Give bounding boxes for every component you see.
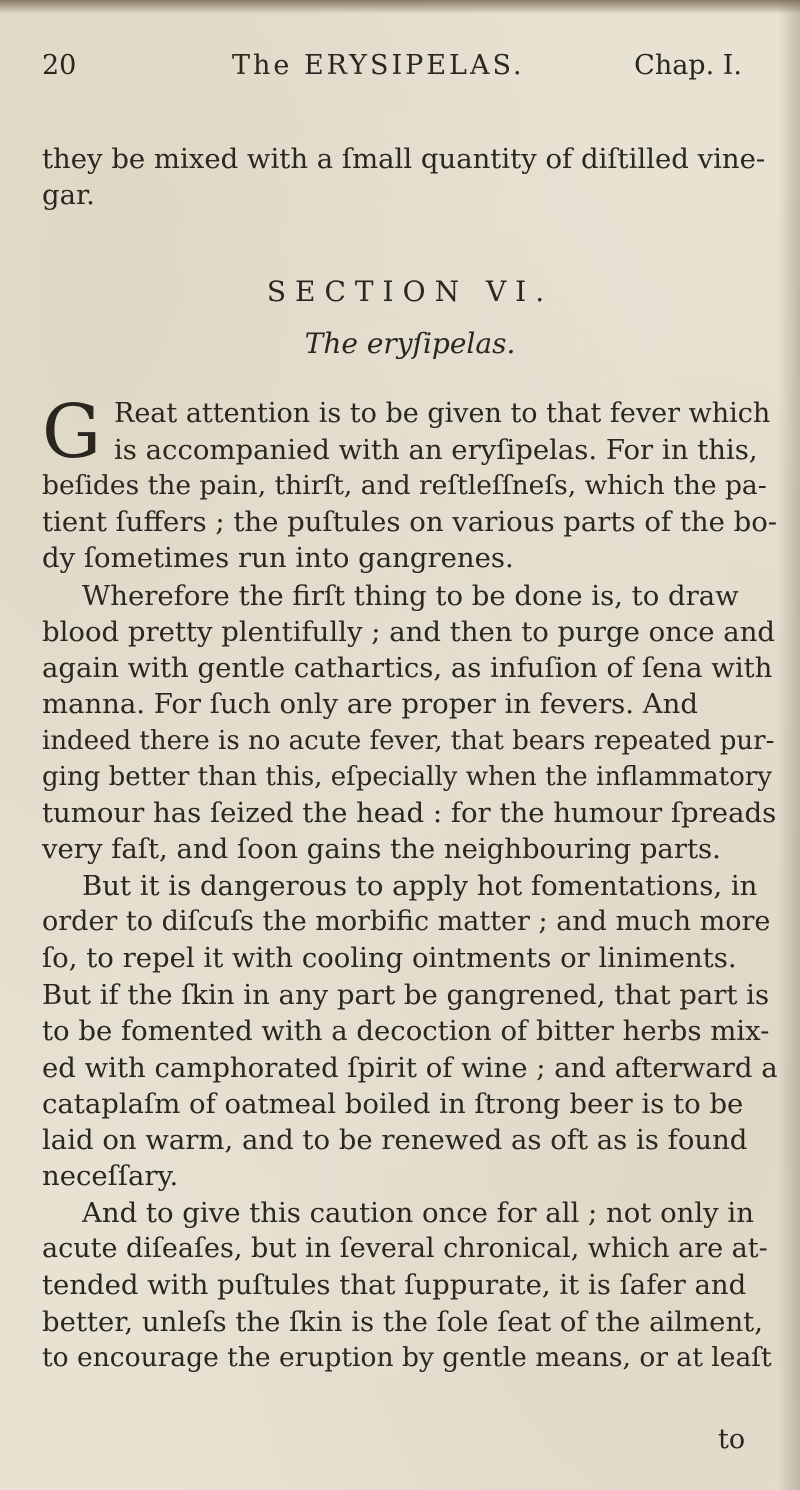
text-line: neceſſary. <box>42 1160 179 1192</box>
text-line: beſides the pain, thirſt, and reſtleſſneſs, which the pa- <box>42 470 767 501</box>
text-line: Wherefore the firſt thing to be done is, to draw <box>82 580 739 612</box>
drop-cap: G <box>42 389 102 475</box>
text-line: to be fomented with a decoction of bitter herbs mix- <box>42 1015 770 1047</box>
text-line: indeed there is no acute fever, that bears repeated pur- <box>42 726 775 756</box>
text-line: they be mixed with a ſmall quantity of diſtilled vine- <box>42 143 766 175</box>
chapter-label: Chap. I. <box>634 50 742 81</box>
text-line: Reat attention is to be given to that fever which <box>114 398 771 429</box>
text-line: manna. For ſuch only are proper in fevers. And <box>42 688 698 720</box>
text-line: very faſt, and ſoon gains the neighbouring parts. <box>42 833 721 865</box>
text-line: order to diſcuſs the morbific matter ; and much more <box>42 906 771 937</box>
text-line: ſo, to repel it with cooling ointments or liniments. <box>42 942 737 974</box>
text-line: tient ſuffers ; the puſtules on various parts of the bo- <box>42 506 778 538</box>
text-line: better, unleſs the ſkin is the ſole ſeat of the ailment, <box>42 1306 763 1338</box>
text-line: tended with puſtules that ſuppurate, it is ſafer and <box>42 1269 747 1301</box>
text-line: But if the ſkin in any part be gangrened, that part is <box>42 979 770 1011</box>
text-line: ging better than this, eſpecially when the inflammatory <box>42 762 772 792</box>
text-line: dy ſometimes run into gangrenes. <box>42 542 514 574</box>
section-subtitle: The eryſipelas. <box>304 327 516 360</box>
text-line: ed with camphorated ſpirit of wine ; and afterward a <box>42 1052 778 1084</box>
section-heading: SECTION VI. <box>266 275 554 308</box>
text-line: to encourage the eruption by gentle means, or at leaſt <box>42 1342 772 1373</box>
text-line: tumour has ſeized the head : for the humour ſpreads <box>42 797 777 829</box>
text-line: cataplaſm of oatmeal boiled in ſtrong beer is to be <box>42 1088 744 1120</box>
text-line: acute diſeaſes, but in ſeveral chronical, which are at- <box>42 1233 768 1264</box>
text-line: And to give this caution once for all ; not only in <box>82 1197 754 1229</box>
text-line: gar. <box>42 179 95 211</box>
book-page <box>42 0 778 1490</box>
text-line: blood pretty plentifully ; and then to purge once and <box>42 616 776 648</box>
running-title: The ERYSIPELAS. <box>232 50 525 81</box>
text-line: again with gentle cathartics, as infuſion of ſena with <box>42 652 773 684</box>
page-number: 20 <box>42 50 77 81</box>
text-line: laid on warm, and to be renewed as oft as is found <box>42 1124 748 1156</box>
catchword: to <box>718 1424 746 1455</box>
text-line: is accompanied with an eryſipelas. For in this, <box>114 434 758 466</box>
page-edge-shadow <box>778 0 800 1490</box>
running-head <box>42 50 772 90</box>
text-line: But it is dangerous to apply hot fomentations, in <box>82 870 758 902</box>
